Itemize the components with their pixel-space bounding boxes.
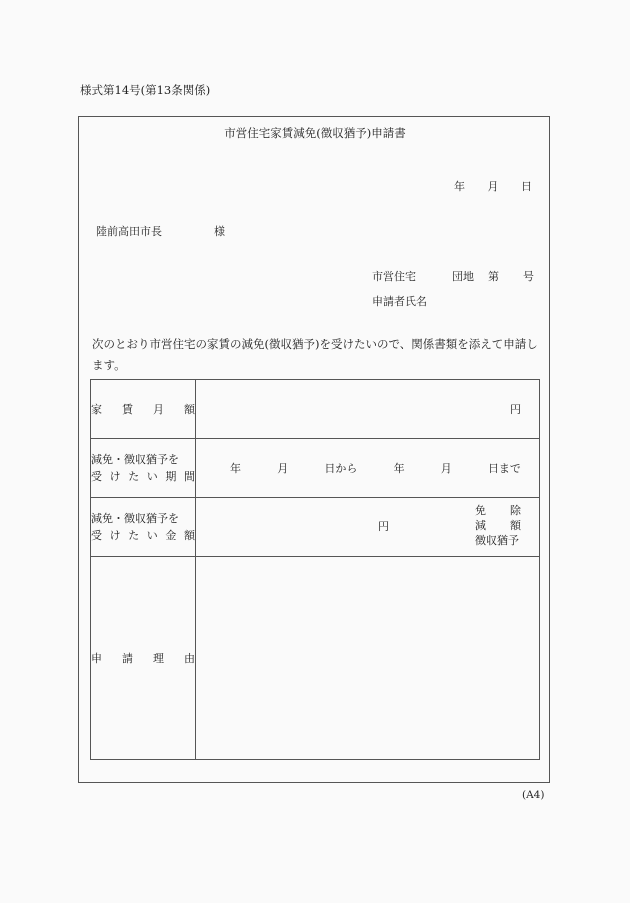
reason-value-field[interactable] <box>196 557 540 760</box>
day-label: 日 <box>521 180 532 193</box>
applicant-name-label: 申請者氏名 <box>372 295 427 308</box>
amount-options <box>475 503 521 548</box>
label-char: 受 <box>91 529 102 542</box>
amount-label-line1: 減免・徴収猶予を <box>91 512 179 525</box>
option-exempt-char: 除 <box>510 504 521 517</box>
period-label-line1: 減免・徴収猶予を <box>91 453 179 466</box>
reason-label <box>91 557 196 760</box>
rent-label <box>91 380 196 439</box>
housing-label: 市営住宅 <box>372 270 416 283</box>
period-part: 年 <box>393 462 405 475</box>
table-row <box>91 439 540 498</box>
period-value-field[interactable] <box>196 439 540 498</box>
label-char: 理 <box>153 651 164 665</box>
body-text: 次のとおり市営住宅の家賃の減免(徴収猶予)を受けたいので、関係書類を添えて申請します。 <box>92 337 538 372</box>
danchi-label: 団地 <box>452 270 474 283</box>
table-row <box>91 498 540 557</box>
period-part: 日まで <box>487 462 521 475</box>
period-part: 月 <box>440 462 452 475</box>
label-char: い <box>146 470 158 483</box>
rent-value-field[interactable] <box>196 380 540 439</box>
label-char: け <box>109 529 121 542</box>
rent-unit: 円 <box>510 403 521 416</box>
go-label: 号 <box>523 270 534 283</box>
label-char: 期 <box>165 470 177 483</box>
option-exempt-char: 免 <box>475 504 486 517</box>
amount-unit: 円 <box>378 520 389 533</box>
date-line <box>454 178 532 194</box>
label-char: 額 <box>184 402 195 416</box>
label-char: 受 <box>91 470 102 483</box>
table-row <box>91 557 540 760</box>
year-label: 年 <box>454 180 465 193</box>
month-label: 月 <box>487 180 499 193</box>
amount-value-field[interactable] <box>196 498 540 557</box>
paper-size: (A4) <box>522 789 545 801</box>
table-row <box>91 380 540 439</box>
label-char: た <box>128 529 140 542</box>
label-char: 申 <box>91 651 102 665</box>
label-char: い <box>146 529 158 542</box>
period-label <box>91 439 196 498</box>
label-char: 請 <box>122 651 133 665</box>
period-part: 月 <box>277 462 289 475</box>
application-table <box>90 379 540 760</box>
label-char: 月 <box>153 402 164 416</box>
option-defer: 徴収猶予 <box>475 534 519 547</box>
label-char: け <box>109 470 121 483</box>
amount-label <box>91 498 196 557</box>
addressee: 陸前高田市長 <box>96 225 162 238</box>
label-char: 間 <box>183 470 195 483</box>
form-title: 市営住宅家賃減免(徴収猶予)申請書 <box>224 126 406 140</box>
label-char: 家 <box>91 402 102 416</box>
form-number: 様式第14号(第13条関係) <box>80 83 211 97</box>
label-char: 由 <box>184 651 195 665</box>
label-char: 額 <box>183 529 195 542</box>
label-char: た <box>128 470 140 483</box>
label-char: 金 <box>165 529 177 542</box>
dai-label: 第 <box>488 270 499 283</box>
label-char: 賃 <box>122 402 133 416</box>
option-reduce-char: 額 <box>510 519 521 532</box>
addressee-suffix: 様 <box>214 225 225 238</box>
period-part: 日から <box>324 462 358 475</box>
period-part: 年 <box>230 462 241 475</box>
option-reduce-char: 減 <box>475 519 486 532</box>
